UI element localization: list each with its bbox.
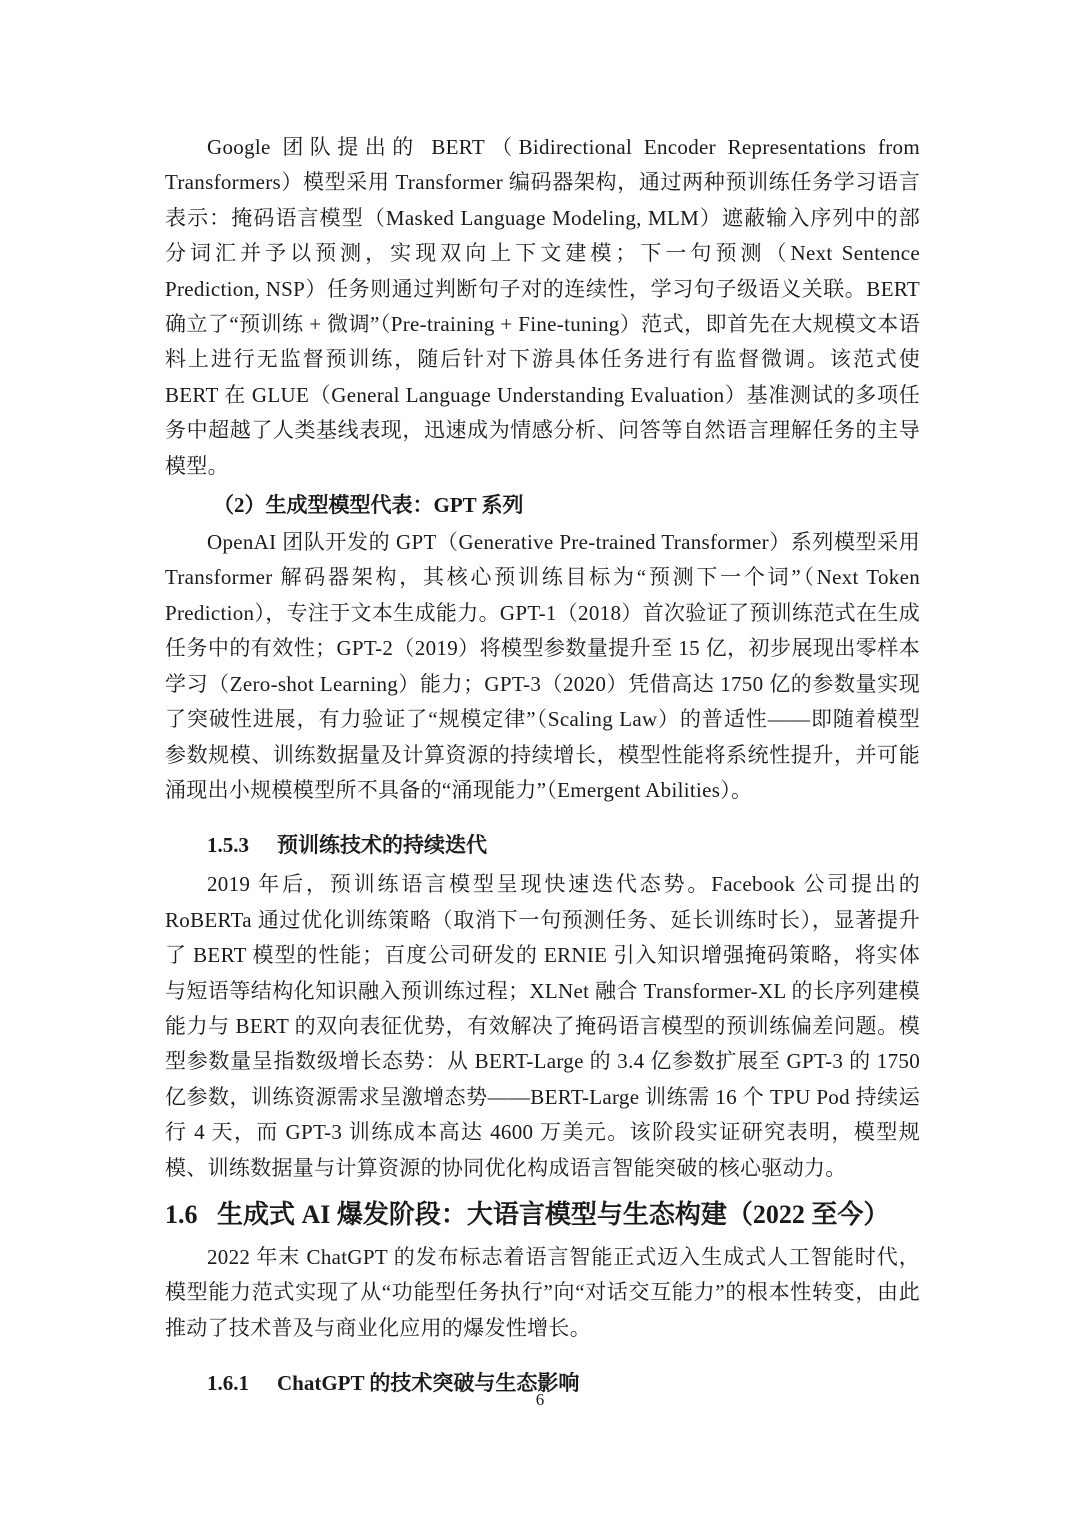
chapter-number: 1.6: [165, 1199, 198, 1229]
chapter-heading-1-6: [165, 1194, 920, 1236]
paragraph-pretraining-iteration: 2019 年后，预训练语言模型呈现快速迭代态势。Facebook 公司提出的 RoBERTa 通过优化训练策略（取消下一句预测任务、延长训练时长），显著提升了 BERT 模型的性能；百度公司研发的 ERNIE 引入知识增强掩码策略，将实体与短语等结构化知识融入预训练过程；XLNet 融合 Transformer-XL 的长序列建模能力与 BERT 的双向表征优势，有效解决了掩码语言模型的预训练偏差问题。模型参数量呈指数级增长态势：从 BERT-Large 的 3.4 亿参数扩展至 GPT-3 的 1750 亿参数，训练资源需求呈激增态势——BERT-Large 训练需 16 个 TPU Pod 持续运行 4 天，而 GPT-3 训练成本高达 4600 万美元。该阶段实证研究表明，模型规模、训练数据量与计算资源的协同优化构成语言智能突破的核心驱动力。: [165, 872, 920, 1180]
paragraph-bert: Google 团队提出的 BERT（Bidirectional Encoder Representations from Transformers）模型采用 Transformer 编码器架构，通过两种预训练任务学习语言表示：掩码语言模型（Masked Language Modeling, MLM）遮蔽输入序列中的部分词汇并予以预测，实现双向上下文建模；下一句预测（Next Sentence Prediction, NSP）任务则通过判断句子对的连续性，学习句子级语义关联。BERT 确立了“预训练 + 微调”（Pre-training + Fine-tuning）范式，即首先在大规模文本语料上进行无监督预训练，随后针对下游具体任务进行有监督微调。该范式使 BERT 在 GLUE（General Language Understanding Evaluation）基准测试的多项任务中超越了人类基线表现，迅速成为情感分析、问答等自然语言理解任务的主导模型。: [165, 135, 920, 478]
paragraph-gpt: OpenAI 团队开发的 GPT（Generative Pre-trained Transformer）系列模型采用 Transformer 解码器架构，其核心预训练目标为“预测下一个词”（Next Token Prediction），专注于文本生成能力。GPT-1（2018）首次验证了预训练范式在生成任务中的有效性；GPT-2（2019）将模型参数量提升至 15 亿，初步展现出零样本学习（Zero-shot Learning）能力；GPT-3（2020）凭借高达 1750 亿的参数量实现了突破性进展，有力验证了“规模定律”（Scaling Law）的普适性——即随着模型参数规模、训练数据量及计算资源的持续增长，模型性能将系统性提升，并可能涌现出小规模模型所不具备的“涌现能力”（Emergent Abilities）。: [165, 530, 920, 802]
section-number: 1.5.3: [207, 833, 249, 858]
section-heading-1-5-3: [165, 828, 920, 863]
section-title: 预训练技术的持续迭代: [277, 833, 487, 858]
section-title: ChatGPT 的技术突破与生态影响: [277, 1371, 580, 1396]
page-number: 6: [535, 1390, 545, 1409]
section-number: 1.6.1: [207, 1371, 249, 1396]
chapter-title: 生成式 AI 爆发阶段：大语言模型与生态构建（2022 至今）: [217, 1199, 890, 1229]
paragraph-chatgpt-intro: 2022 年末 ChatGPT 的发布标志着语言智能正式迈入生成式人工智能时代，模型能力范式实现了从“功能型任务执行”向“对话交互能力”的根本性转变，由此推动了技术普及与商业化应用的爆发性增长。: [165, 1244, 920, 1340]
subheading-gpt-series: （2）生成型模型代表：GPT 系列: [213, 493, 524, 518]
page-content: [165, 130, 920, 1405]
